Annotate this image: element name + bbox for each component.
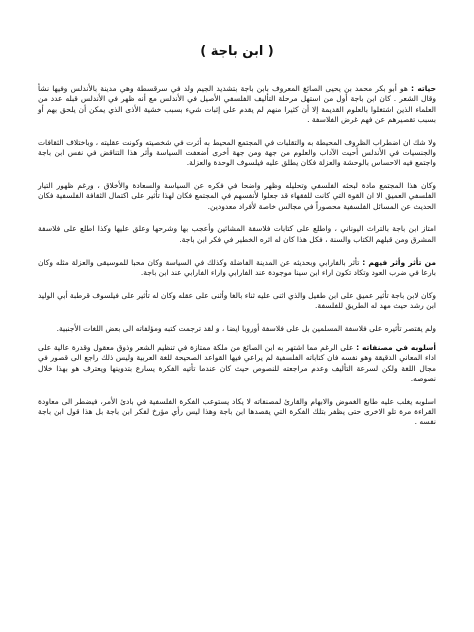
paragraph-heading: حياته : (410, 84, 436, 93)
paragraph-text: وكان هذا المجتمع مادة لبحثه الفلسفي وتحليله وظهر واضحا في فكره عن السياسة والسعادة والأخلاق ، ورغم ظهور التيار الفلسفي العميق الا ان القوة التي كانت للفقهاء قد جعلوا لأنفسهم في المجتمع فكان لهذا تأثير على اكتمال الثقافة الفلسفية فكان الحديث عن المسائل الفلسفية محصوراً في مجالس خاصة لأفراد معدودين. (38, 181, 436, 211)
page-title: ( ابن باجة ) (200, 44, 274, 59)
paragraph-heading: من تأثر وأثر فيهم : (362, 257, 436, 267)
paragraph-society (38, 181, 436, 212)
paragraph-text: تأثر بالفارابي وبحديثه عن المدينة الفاضلة وكذلك في السياسة وكان محبا للموسيقى والعزلة مثله وكان بارعا في ضرب العود وتكاد تكون اراء ابن سينا موجودة عند الفارابي واراء الفارابي عند ابن باجة. (38, 257, 436, 277)
paragraph-text: ولم يقتصر تأثيره على فلاسفة المسلمين بل على فلاسفة أوروبا ايضا ، و لقد ترجمت كتبه ومؤلفاته الى بعض اللغات الأجنبية. (56, 323, 436, 333)
paragraph-biography (38, 84, 436, 125)
paragraph-text: امتاز ابن باجة بالتراث اليوناني ، واطلع على كتابات فلاسفة المشائين وأعجب بها وشرحها وعلق عليها وكذا اطلع على فلاسفة المشرق ومن قبلهم الكتاب والسنة ، فكل هذا كان له اثره الخطير في فكر ابن باجة. (38, 224, 436, 244)
paragraph-greek-heritage (38, 224, 436, 245)
paragraph-ibn-tufail (38, 291, 436, 312)
paragraph-text: على الرغم مما اشتهر به ابن الصائغ من ملكة ممتازة في تنظيم الشعر وذوق معقول وقدرة عالية على اداء المعاني الدقيقة وهو نفسه فان كتاباته الفلسفية لم يراعي فيها القواعد الصحيحة للغة العربية وليس ذلك راجع الى قصور في مجال اللغة ولكن لسرعة التأليف وعدم مراجعته للنصوص حيث كان عندما تأتيه الفكرة يسارع بتدوينها ويعترف هو بهذا خلال نصوصه. (38, 343, 436, 383)
paragraph-europe (38, 324, 436, 334)
document-body (38, 84, 436, 440)
paragraph-text: وكان لابن باجة تأثير عميق على ابن طفيل والذي اثنى عليه ثناء بالغا وأثنى على عقله وكان له تأثير على فيلسوف قرطبة أبي الوليد ابن رشد حيث مهد له الطريق للفلسفة. (38, 290, 436, 310)
paragraph-ambiguity (38, 397, 436, 428)
paragraph-text: اسلوبه يغلب عليه طابع الغموض والابهام والقارئ لمصنفاته لا يكاد يستوعب الفكرة الفلسفية في بادئ الأمر، فيضطر الى معاودة القراءة مرة تلو الاخرى حتى يظفر بتلك الفكرة التي يقصدها ابن باجة وهذا ليس رأي مؤرخ لفكر ابن باجة بل هذا قول ابن باجة نفسه . (38, 396, 436, 427)
paragraph-environment (38, 138, 436, 169)
paragraph-influences (38, 258, 436, 279)
paragraph-text: ولا شك ان اضطراب الظروف المحيطة به والتقلبات في المجتمع المحيط به أثرت في شخصيته وكونت عقليته ، وباختلاف الثقافات والجنسيات في الأندلس أحيت الآداب والعلوم من جهة ومن جهة أخرى أضعفت السياسة وأثر هذا التناقض في نفس ابن باجة واجتمع فيه الاحساس بالوحشة والعزلة فكان يطلق عليه فيلسوف الوحدة والعزلة. (38, 137, 436, 168)
paragraph-heading: أسلوبه في مصنفاته : (356, 343, 436, 353)
paragraph-text: هو أبو بكر محمد بن يحيى الصائغ المعروف بابن باجة بتشديد الجيم ولد في سرقسطة وهي مدينة بالأندلس وفيها نشأ وقال الشعر . كان ابن باجة أول من استهل مرحلة التأليف الفلسفي الأصيل في الأندلس مع أنه ظهر في الأندلس قبله عدد من العلماء الذين اشتغلوا بالعلوم القديمة إلا أن كثيرا منهم لم يقدم على إثبات شيء بسبب خشية الأذى الذي يمكن أن يلحق بهم أو بسبب تقصيرهم عن فهم غرض الفلاسفة . (38, 84, 436, 124)
paragraph-style (38, 343, 436, 384)
